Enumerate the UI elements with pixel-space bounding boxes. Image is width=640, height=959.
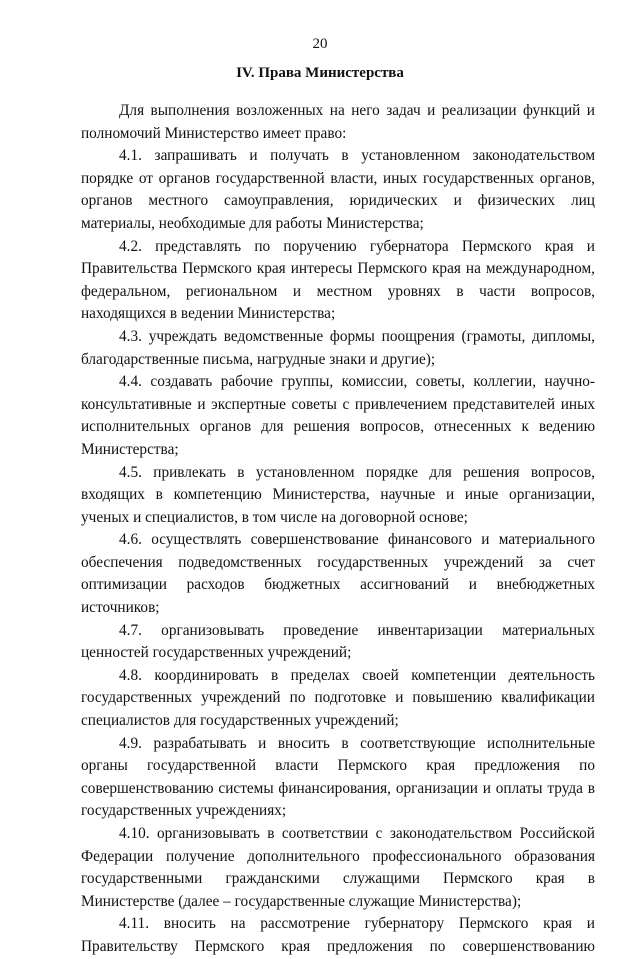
paragraph-4-2: 4.2. представлять по поручению губернатора Пермского края и Правительства Пермского края интересы Пермского края на международном, федеральном, региональном и местном уровнях в части вопросов, находящихся в ведении Министерства; bbox=[81, 237, 595, 323]
section-title: IV. Права Министерства bbox=[236, 65, 404, 81]
paragraph-4-3: 4.3. учреждать ведомственные формы поощрения (грамоты, дипломы, благодарственные письма, нагрудные знаки и другие); bbox=[81, 327, 595, 368]
paragraph-4-8: 4.8. координировать в пределах своей компетенции деятельность государственных учреждений по подготовке и повышению квалификации специалистов для государственных учреждений; bbox=[81, 666, 595, 730]
paragraph-4-4: 4.4. создавать рабочие группы, комиссии, советы, коллегии, научно-консультативные и экспертные советы с привлечением представителей иных исполнительных органов для решения вопросов, отнесенных к ведению Министерства; bbox=[81, 373, 595, 458]
paragraph-4-10: 4.10. организовывать в соответствии с законодательством Российской Федерации получение дополнительного профессионального образования государственными гражданскими служащими Пермского края в Министерстве (далее – государственные служащие Министерства); bbox=[81, 825, 595, 910]
page-number: 20 bbox=[312, 36, 328, 52]
paragraph-4-6: 4.6. осуществлять совершенствование финансового и материального обеспечения подведомственных государственных учреждений за счет оптимизации расходов бюджетных ассигнований и внебюджетных источников; bbox=[81, 531, 595, 617]
paragraph-4-9: 4.9. разрабатывать и вносить в соответствующие исполнительные органы государственной власти Пермского края предложения по совершенствованию системы финансирования, организации и оплаты труда в государственных учреждениях; bbox=[81, 734, 595, 820]
paragraph-4-7: 4.7. организовывать проведение инвентаризации материальных ценностей государственных учреждений; bbox=[81, 621, 595, 662]
document-body bbox=[81, 100, 595, 959]
paragraph-4-11: 4.11. вносить на рассмотрение губернатору Пермского края и Правительству Пермского края предложения по совершенствованию bbox=[81, 915, 595, 955]
paragraph-4-1: 4.1. запрашивать и получать в установленном законодательством порядке от органов государственной власти, иных государственных органов, органов местного самоуправления, юридических и физических лиц материалы, необходимые для работы Министерства; bbox=[81, 147, 595, 232]
paragraph-intro: Для выполнения возложенных на него задач и реализации функций и полномочий Министерство имеет право: bbox=[81, 102, 595, 142]
paragraph-4-5: 4.5. привлекать в установленном порядке для решения вопросов, входящих в компетенцию Министерства, научные и иные организации, ученых и специалистов, в том числе на договорной основе; bbox=[81, 463, 595, 526]
